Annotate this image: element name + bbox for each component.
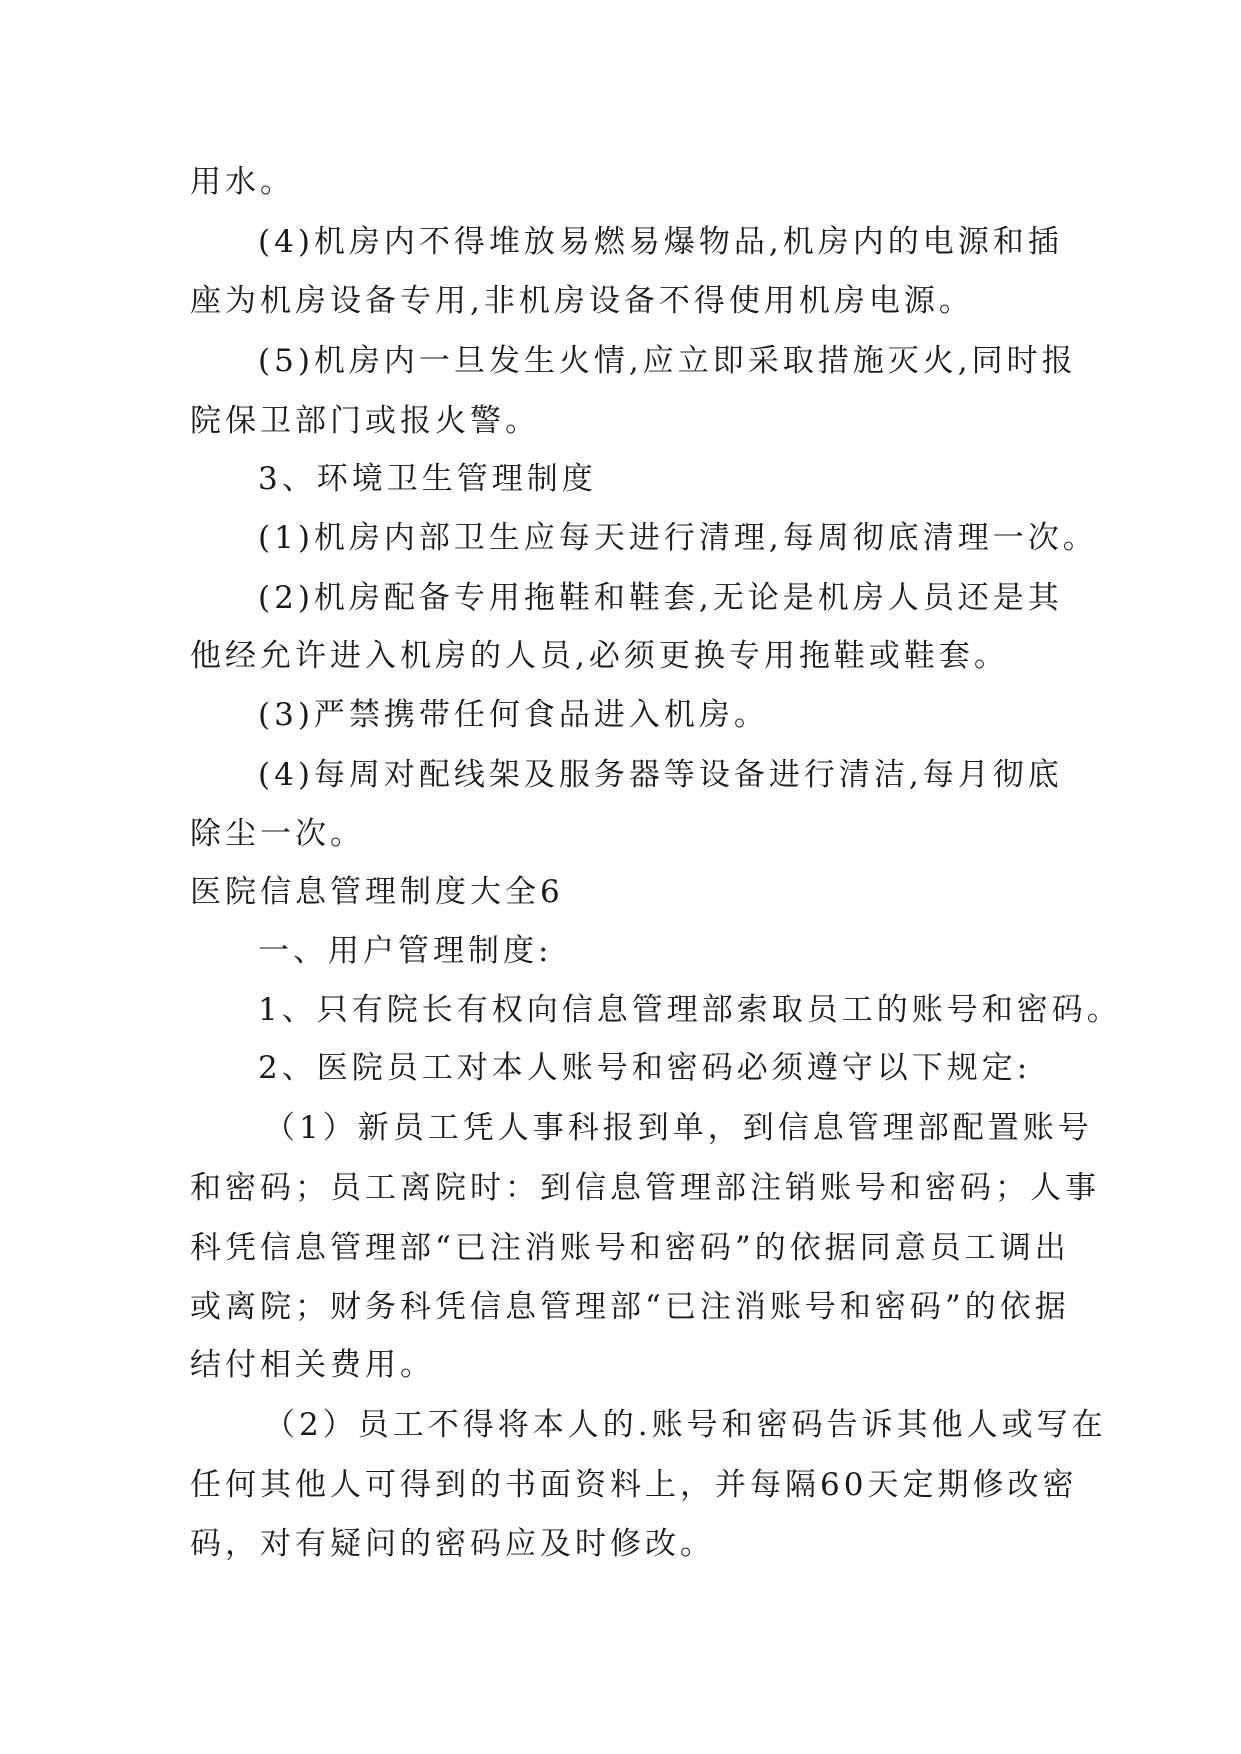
text-line: 1、只有院长有权向信息管理部索取员工的账号和密码。 [258,992,1122,1028]
text-line: (3)严禁携带任何食品进入机房。 [258,697,769,733]
text-line: (4)每周对配线架及服务器等设备进行清洁,每月彻底 [258,757,1063,793]
section-heading: 3、环境卫生管理制度 [258,461,597,497]
text-line: （2）员工不得将本人的.账号和密码告诉其他人或写在 [264,1407,1107,1443]
text-line: 结付相关费用。 [190,1347,435,1383]
text-line: 座为机房设备专用,非机房设备不得使用机房电源。 [190,283,974,319]
text-line: (4)机房内不得堆放易燃易爆物品,机房内的电源和插 [258,224,1063,260]
text-line: 2、医院员工对本人账号和密码必须遵守以下规定: [258,1050,1032,1086]
section-heading: 一、用户管理制度: [258,933,553,969]
text-line: 除尘一次。 [190,816,365,852]
text-line: 院保卫部门或报火警。 [190,403,540,439]
text-line: 和密码；员工离院时：到信息管理部注销账号和密码；人事 [190,1170,1100,1206]
text-line: (5)机房内一旦发生火情,应立即采取措施灭火,同时报 [258,343,1077,379]
text-line: 码，对有疑问的密码应及时修改。 [190,1526,715,1562]
text-line: (2)机房配备专用拖鞋和鞋套,无论是机房人员还是其 [258,580,1063,616]
text-line: 任何其他人可得到的书面资料上，并每隔60天定期修改密 [190,1467,1078,1503]
text-line: （1）新员工凭人事科报到单，到信息管理部配置账号 [264,1110,1093,1146]
text-line: (1)机房内部卫生应每天进行清理,每周彻底清理一次。 [258,520,1098,556]
text-line: 科凭信息管理部“已注消账号和密码”的依据同意员工调出 [190,1230,1070,1266]
text-line: 或离院；财务科凭信息管理部“已注消账号和密码”的依据 [190,1289,1070,1325]
text-line: 他经允许进入机房的人员,必须更换专用拖鞋或鞋套。 [190,638,1009,674]
document-title: 医院信息管理制度大全6 [190,874,564,910]
text-line: 用水。 [190,164,295,200]
